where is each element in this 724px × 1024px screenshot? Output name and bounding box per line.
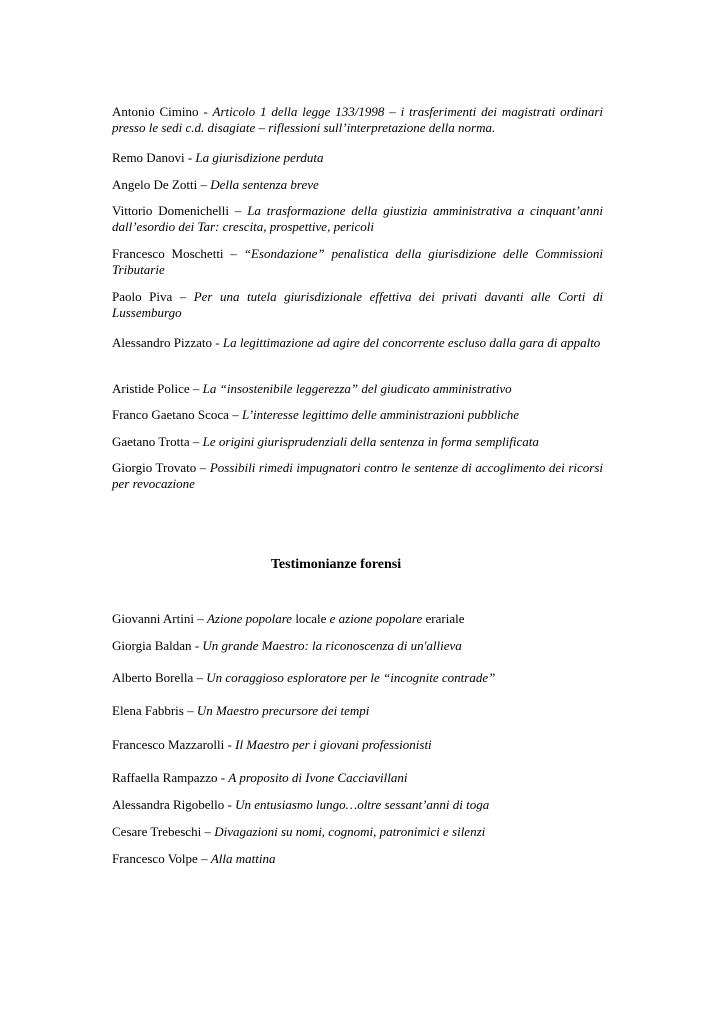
entry-title: La “insostenibile leggerezza” del giudicato amministrativo <box>202 381 512 396</box>
testimony-borella <box>112 670 603 686</box>
entry-author: Remo Danovi <box>112 150 185 165</box>
entry-author: Giorgia Baldan <box>112 638 192 653</box>
entry-title-mid: locale <box>292 611 330 626</box>
entry-title: Un Maestro precursore dei tempi <box>196 703 370 718</box>
entry-title: Le origini giurisprudenziali della sentenza in forma semplificata <box>202 434 539 449</box>
entry-title: Divagazioni su nomi, cognomi, patronimici e silenzi <box>214 824 486 839</box>
entry-separator: – <box>189 434 203 449</box>
entry-pizzato <box>112 335 603 351</box>
entry-author: Cesare Trebeschi <box>112 824 202 839</box>
entry-author: Paolo Piva <box>112 289 173 304</box>
testimony-rigobello <box>112 797 603 813</box>
testimony-mazzarolli <box>112 737 603 753</box>
entry-author: Alessandro Pizzato <box>112 335 213 350</box>
testimony-trebeschi <box>112 824 603 840</box>
entry-moschetti <box>112 246 603 278</box>
testimony-baldan <box>112 638 603 654</box>
entry-author: Antonio Cimino <box>112 104 199 119</box>
entry-title: A proposito di Ivone Cacciavillani <box>228 770 408 785</box>
entry-author: Franco Gaetano Scoca <box>112 407 229 422</box>
entry-de-zotti <box>112 177 603 193</box>
entry-separator: – <box>223 246 244 261</box>
entry-author: Giovanni Artini <box>112 611 194 626</box>
entry-separator: - <box>212 335 223 350</box>
entry-scoca <box>112 407 603 423</box>
entry-title: Possibili rimedi impugnatori contro le sentenze di accoglimento dei ricorsi per revocazione <box>112 460 604 491</box>
entry-author: Francesco Mazzarolli <box>112 737 225 752</box>
entry-danovi <box>112 150 603 166</box>
entry-separator: - <box>217 770 229 785</box>
entry-author: Elena Fabbris <box>112 703 184 718</box>
entry-author: Vittorio Domenichelli <box>112 203 229 218</box>
entry-author: Aristide Police <box>112 381 190 396</box>
entry-author: Alberto Borella <box>112 670 194 685</box>
entry-author: Giorgio Trovato <box>112 460 197 475</box>
entry-author: Francesco Moschetti <box>112 246 224 261</box>
entry-author: Angelo De Zotti <box>112 177 198 192</box>
entry-title: Un coraggioso esploratore per le “incognite contrade” <box>206 670 496 685</box>
entry-title: La giurisdizione perduta <box>195 150 324 165</box>
entry-separator: – <box>229 203 248 218</box>
entry-title: “Esondazione” penalistica della giurisdizione delle Commissioni Tributarie <box>112 246 603 277</box>
entry-separator: – <box>196 460 210 475</box>
testimony-artini <box>112 611 603 627</box>
testimony-volpe <box>112 851 603 867</box>
entry-author: Gaetano Trotta <box>112 434 190 449</box>
entry-title: Un grande Maestro: la riconoscenza di un'allieva <box>202 638 462 653</box>
entry-separator: - <box>224 797 236 812</box>
entry-title-part: e azione popolare <box>329 611 423 626</box>
entry-title: Alla mattina <box>210 851 276 866</box>
entry-title: Della sentenza breve <box>210 177 319 192</box>
testimony-fabbris <box>112 703 603 719</box>
entry-separator: – <box>201 824 215 839</box>
entry-trotta <box>112 434 603 450</box>
entry-author: Francesco Volpe <box>112 851 198 866</box>
entry-author: Alessandra Rigobello <box>112 797 225 812</box>
entry-title: La legittimazione ad agire del concorrente escluso dalla gara di appalto <box>222 335 601 350</box>
entry-separator: – <box>197 851 211 866</box>
entry-separator: – <box>193 670 207 685</box>
entry-separator: - <box>191 638 203 653</box>
entry-title: Un entusiasmo lungo…oltre sessant’anni di toga <box>235 797 490 812</box>
entry-separator: - <box>198 104 213 119</box>
entry-title: Il Maestro per i giovani professionisti <box>235 737 432 752</box>
entry-domenichelli <box>112 203 603 235</box>
entry-title: L’interesse legittimo delle amministrazioni pubbliche <box>241 407 520 422</box>
entry-separator: – <box>193 611 207 626</box>
entry-separator: - <box>224 737 236 752</box>
entry-piva <box>112 289 603 321</box>
entry-separator: – <box>172 289 194 304</box>
entry-title: Articolo 1 della legge 133/1998 – i trasferimenti dei magistrati ordinari presso le sedi c.d. disagiate – riflessioni sull’interpretazione della norma. <box>112 104 603 135</box>
entry-separator: – <box>197 177 211 192</box>
entry-author: Raffaella Rampazzo <box>112 770 218 785</box>
entry-title-part: Azione popolare <box>206 611 293 626</box>
entry-cimino <box>112 104 603 136</box>
entry-title: Per una tutela giurisdizionale effettiva dei privati davanti alle Corti di Lussemburgo <box>112 289 603 320</box>
entry-police <box>112 381 603 397</box>
entry-trovato <box>112 460 603 492</box>
testimony-rampazzo <box>112 770 603 786</box>
entry-separator: – <box>228 407 242 422</box>
entry-separator: - <box>184 150 196 165</box>
entry-title: La trasformazione della giustizia amministrativa a cinquant’anni dall’esordio dei Tar: crescita, prospettive, pericoli <box>112 203 603 234</box>
section-heading: Testimonianze forensi <box>270 557 402 572</box>
entry-separator: – <box>189 381 203 396</box>
entry-separator: – <box>183 703 197 718</box>
entry-title-tail: erariale <box>422 611 465 626</box>
